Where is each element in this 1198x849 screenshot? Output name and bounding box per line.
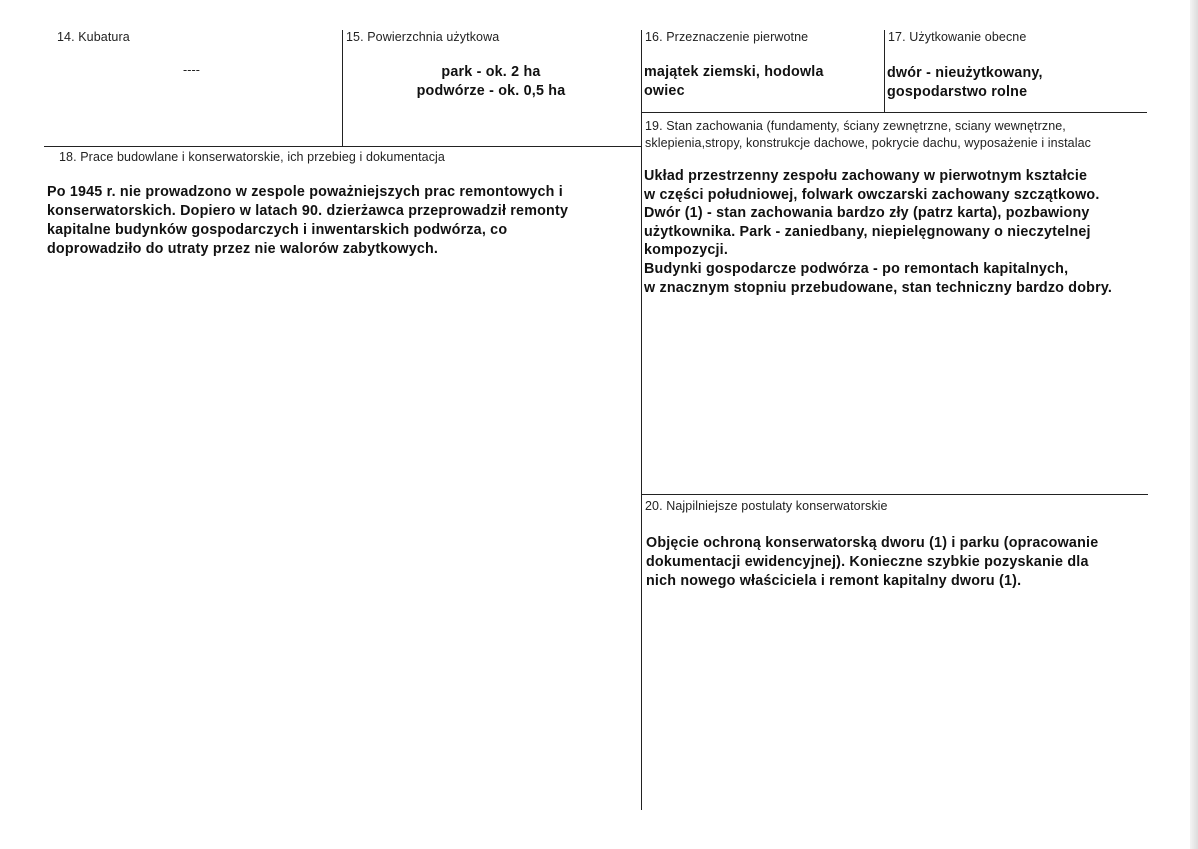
section-16-line-2: owiec [644,83,685,99]
section-15-value [352,63,630,101]
section-17-value [887,64,1043,102]
section-17-line-2: gospodarstwo rolne [887,84,1028,100]
section-18-line-3: kapitalne budynków gospodarczych i inwentarskich podwórza, co [47,222,508,238]
section-19-line-6: Budynki gospodarcze podwórza - po remontach kapitalnych, [644,260,1069,277]
divider-16-17 [884,30,885,112]
section-15-line-2: podwórze - ok. 0,5 ha [416,83,566,99]
section-20-value [646,534,1098,591]
section-18-value [47,183,568,259]
section-19-label-line-2: sklepienia,stropy, konstrukcje dachowe, pokrycie dachu, wyposażenie i instalac [645,136,1091,150]
section-20-line-1: Objęcie ochroną konserwatorską dworu (1) i parku (opracowanie [646,535,1099,551]
divider-top-left [44,146,642,147]
section-19-label-line-1: 19. Stan zachowania (fundamenty, ściany zewnętrzne, sciany wewnętrzne, [645,119,1066,133]
section-19-line-3: Dwór (1) - stan zachowania bardzo zły (patrz karta), pozbawiony [644,205,1090,222]
section-19-label [645,118,1091,152]
section-18-line-2: konserwatorskich. Dopiero w latach 90. dzierżawca przeprowadził remonty [47,203,569,219]
section-16-value [644,63,824,101]
section-19-line-5: kompozycji. [644,242,729,259]
scan-edge [1190,0,1198,849]
section-15-label: 15. Powierzchnia użytkowa [346,30,500,44]
divider-14-15 [342,30,343,146]
section-19-line-4: użytkownika. Park - zaniedbany, niepielęgnowany o nieczytelnej [644,223,1091,240]
section-18-line-1: Po 1945 r. nie prowadzono w zespole poważniejszych prac remontowych i [47,184,563,200]
section-18-line-4: doprowadziło do utraty przez nie walorów zabytkowych. [47,241,439,257]
section-18-label: 18. Prace budowlane i konserwatorskie, ich przebieg i dokumentacja [59,150,445,164]
section-20-line-3: nich nowego właściciela i remont kapitalny dworu (1). [646,573,1022,589]
section-16-line-1: majątek ziemski, hodowla [644,64,824,80]
section-20-label: 20. Najpilniejsze postulaty konserwatorskie [645,499,888,513]
section-19-line-1: Układ przestrzenny zespołu zachowany w pierwotnym kształcie [644,168,1088,184]
section-14-value: ---- [183,63,201,77]
section-17-label: 17. Użytkowanie obecne [888,30,1027,44]
section-17-line-1: dwór - nieużytkowany, [887,65,1043,81]
section-16-label: 16. Przeznaczenie pierwotne [645,30,809,44]
divider-19-20 [641,494,1148,495]
divider-center [641,30,642,810]
section-14-label: 14. Kubatura [57,30,130,44]
section-15-line-1: park - ok. 2 ha [441,64,541,80]
section-20-line-2: dokumentacji ewidencyjnej). Konieczne szybkie pozyskanie dla [646,554,1089,570]
section-19-line-7: w znacznym stopniu przebudowane, stan techniczny bardzo dobry. [644,279,1113,296]
section-19-value [644,167,1112,297]
section-19-line-2: w części południowej, folwark owczarski zachowany szczątkowo. [644,186,1100,203]
divider-top-right [641,112,1147,113]
